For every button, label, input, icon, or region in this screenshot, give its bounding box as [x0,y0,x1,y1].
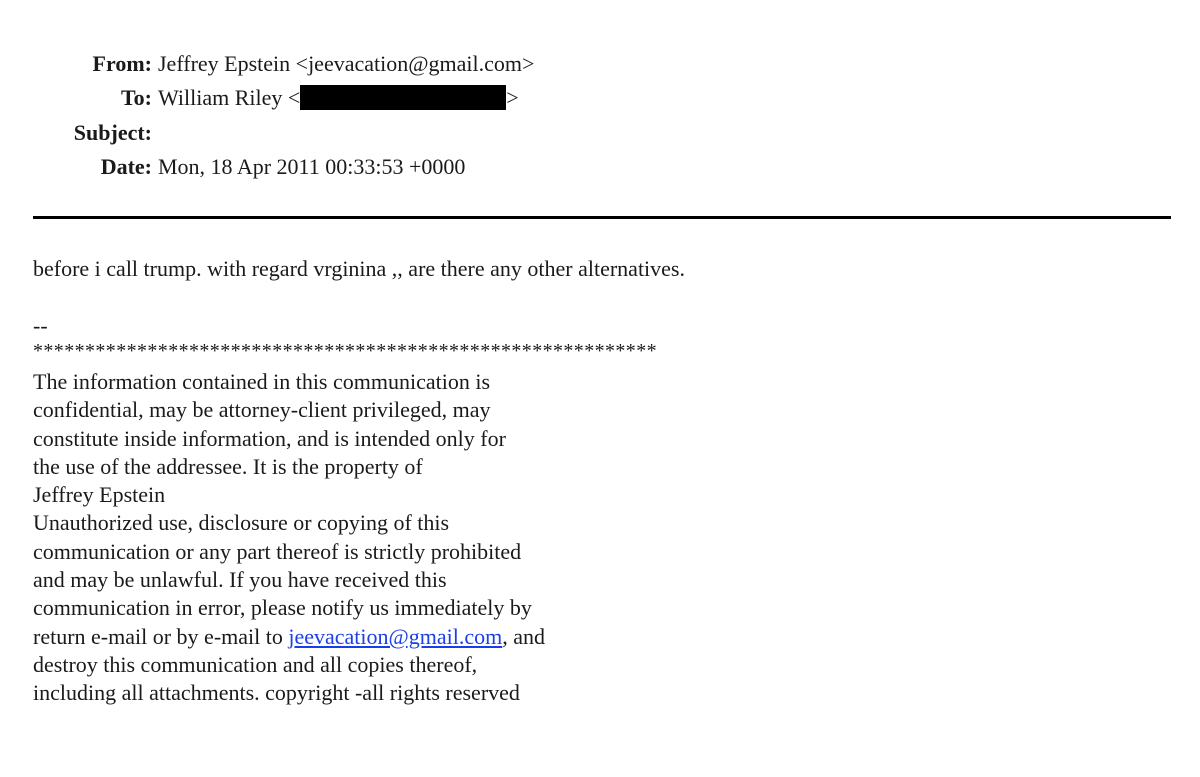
disclaimer-line: communication in error, please notify us immediately by [33,595,532,621]
from-row [0,50,152,78]
redaction-box [300,85,506,110]
disclaimer-line: The information contained in this communication is [33,369,491,394]
subject-label: Subject: [73,120,152,145]
return-suffix: , and [502,623,546,649]
to-name: William Riley < [158,85,301,110]
signature-stars: ************************************************************ [33,340,657,362]
email-link[interactable]: jeevacation@gmail.com [288,623,503,649]
disclaimer-line: confidential, may be attorney-client privileged, may [33,397,491,423]
signature-dash: -- [33,313,48,338]
disclaimer-line: and may be unlawful. If you have received this [33,567,447,593]
disclaimer-line: constitute inside information, and is intended only for [33,425,506,451]
from-value: Jeffrey Epstein <jeevacation@gmail.com> [158,51,535,76]
subject-row [0,119,152,147]
disclaimer-return-line [33,623,733,651]
date-label: Date: [100,154,152,179]
from-label: From: [92,51,152,76]
confidentiality-disclaimer [33,368,733,708]
disclaimer-line: including all attachments. copyright -all rights reserved [33,680,520,706]
to-row [0,84,152,112]
header-divider [33,216,1171,219]
date-value: Mon, 18 Apr 2011 00:33:53 +0000 [158,154,466,179]
message-text: before i call trump. with regard vrginina ,, are there any other alternatives. [33,256,685,281]
to-value [158,84,519,112]
disclaimer-line: destroy this communication and all copies thereof, [33,651,478,677]
disclaimer-line: communication or any part thereof is strictly prohibited [33,538,522,564]
return-prefix: return e-mail or by e-mail to [33,623,289,649]
disclaimer-line: Unauthorized use, disclosure or copying of this [33,510,450,536]
disclaimer-line: the use of the addressee. It is the property of [33,453,423,479]
date-row [0,153,152,181]
to-label: To: [121,85,152,110]
to-close: > [506,85,519,110]
disclaimer-line: Jeffrey Epstein [33,482,166,508]
